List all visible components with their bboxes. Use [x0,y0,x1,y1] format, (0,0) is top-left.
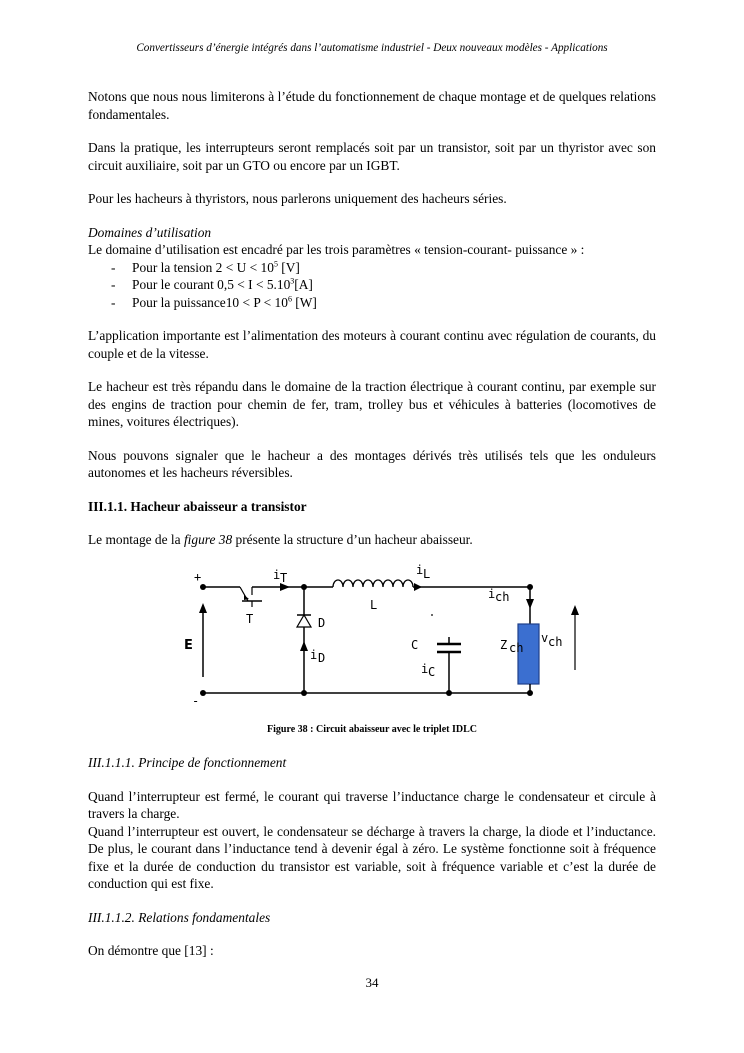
page-number: 34 [365,975,379,990]
label-iD: i [310,647,318,662]
diode-symbol [297,615,311,627]
transistor-symbol [240,587,262,607]
domaines-heading: Domaines d’utilisation [88,224,212,240]
paragraph-ferme: Quand l’interrupteur est fermé, le courant qui traverse l’inductance charge le condensateur et circule à travers la charge. [88,788,656,821]
list-item-puissance: - Pour la puissance10 < $P < 10^6$ [W] [108,294,656,312]
subsection-title-relations: III.1.1.2. Relations fondamentales [88,909,271,925]
label-L: L [370,597,378,612]
list-item-tension: - Pour la tension $2 < U < 10^5$ [V] [108,259,656,277]
label-T: T [246,611,254,626]
paragraph-application: L’application importante est l’alimentation des moteurs à courant continu avec régulation de courants, du couple et de la vitesse. [88,328,656,361]
paragraph-thyristors: Pour les hacheurs à thyristors, nous parlerons uniquement des hacheurs séries. [88,191,507,206]
section-title: III.1.1. Hacheur abaisseur a transistor [88,498,307,514]
arrow-iL [414,583,422,591]
label-iL-sub: L [423,566,431,581]
running-header: Convertisseurs d’énergie intégrés dans l’automatisme industriel - Deux nouveaux modèles - Applications [136,42,608,54]
terminal-plus [200,584,206,590]
label-Zch-sub: ch [509,640,524,655]
label-iD-sub: D [318,650,326,665]
label-iT: i [273,567,281,582]
domaines-list [88,259,656,312]
inductor-symbol [333,580,413,587]
terminal-minus [200,690,206,696]
paragraph-intro: Notons que nous nous limiterons à l’étude du fonctionnement de chaque montage et de quelques relations fondamentales. [88,89,656,122]
figure-38 [88,562,656,715]
label-ich-sub: ch [495,589,510,604]
label-minus: - [192,693,200,708]
paragraph-derives: Nous pouvons signaler que le hacheur a des montages dérivés très utilisés tels que les onduleurs autonomes et les hacheurs réversibles. [88,447,656,480]
label-E: E [184,637,193,653]
arrow-iD [300,641,308,651]
paragraph-demontre: On démontre que [13] : [88,943,214,958]
arrow-ich [526,599,534,609]
source-arrow-head [199,603,207,613]
paragraph-switches: Dans la pratique, les interrupteurs seront remplacés soit par un transistor, soit par un thyristor avec son circuit auxiliaire, soit par un GTO ou encore par un IGBT. [88,140,656,173]
paragraph-ouvert: Quand l’interrupteur est ouvert, le condensateur se décharge à travers la charge, la diode et l’inductance. De plus, le courant dans l’inductance tend à devenir égal à zéro. Le système fonctionne soit à fréquence fixe et la durée de conduction du transistor est variable, soit à fréquence variable et c’est la durée de conduction qui est fixe. [88,823,656,891]
label-vch-sub: ch [548,634,563,649]
label-D: D [318,615,326,630]
domaines-intro: Le domaine d’utilisation est encadré par les trois paramètres « tension-courant- puissance » : [88,242,585,257]
paragraph-figure-ref: Le montage de la figure 38 présente la structure d’un hacheur abaisseur. [88,532,473,547]
label-iC-sub: C [428,664,436,679]
figure-reference: figure 38 [183,532,233,547]
label-iT-sub: T [280,570,288,585]
page-body [88,88,656,976]
list-item-courant: - Pour le courant $0,5 < I < 5.10^3[A]$ [108,276,656,294]
paragraph-traction: Le hacheur est très répandu dans le domaine de la traction électrique à courant continu, par exemple sur des engins de traction pour chemin de fer, tram, trolley bus et véhicules à batteries (locomotives de mines, voitures électriques). [88,379,656,429]
label-ich: i [488,586,496,601]
label-iC: i [421,661,429,676]
voltage-arrow-head [571,605,579,615]
subsection-title-principe: III.1.1.1. Principe de fonctionnement [88,755,287,770]
figure-caption: Figure 38 : Circuit abaisseur avec le triplet IDLC [267,723,477,735]
label-vch: v [541,630,549,645]
label-iL: i [416,562,424,577]
label-plus: + [194,569,202,584]
label-Zch: Z [500,637,508,652]
buck-converter-circuit [178,562,563,715]
label-C: C [411,637,419,652]
